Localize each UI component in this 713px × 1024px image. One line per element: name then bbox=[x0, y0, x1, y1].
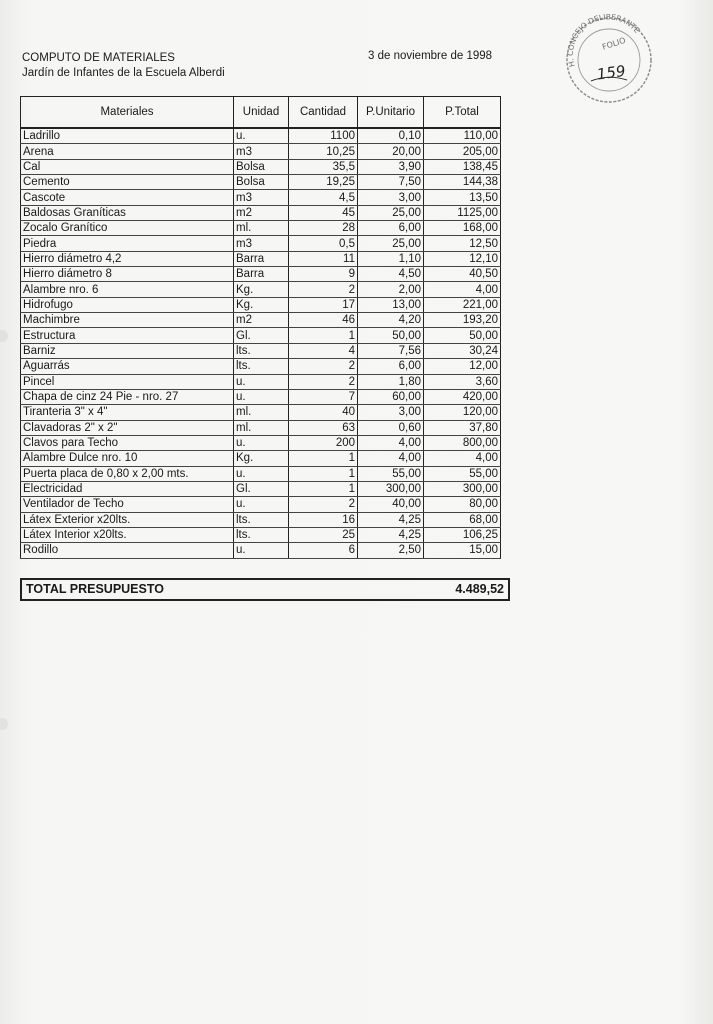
table-row bbox=[21, 451, 501, 466]
cell-cantidad: 1 bbox=[289, 328, 358, 343]
cell-cantidad: 200 bbox=[289, 435, 358, 450]
table-row bbox=[21, 282, 501, 297]
cell-material: Machimbre bbox=[21, 313, 234, 328]
folio-stamp bbox=[563, 14, 655, 106]
cell-material: Aguarrás bbox=[21, 359, 234, 374]
cell-p-unitario: 6,00 bbox=[358, 359, 424, 374]
table-row bbox=[21, 405, 501, 420]
total-label: TOTAL PRESUPUESTO bbox=[26, 582, 164, 596]
cell-material: Zocalo Granítico bbox=[21, 221, 234, 236]
column-header-materiales: Materiales bbox=[21, 97, 234, 129]
cell-p-unitario: 3,00 bbox=[358, 190, 424, 205]
cell-cantidad: 4,5 bbox=[289, 190, 358, 205]
cell-unidad: m2 bbox=[234, 313, 289, 328]
materials-table-body bbox=[21, 128, 501, 558]
cell-p-total: 80,00 bbox=[424, 497, 501, 512]
cell-unidad: m3 bbox=[234, 190, 289, 205]
cell-p-total: 12,10 bbox=[424, 251, 501, 266]
cell-material: Látex Interior x20lts. bbox=[21, 527, 234, 542]
table-row bbox=[21, 175, 501, 190]
cell-p-unitario: 3,90 bbox=[358, 159, 424, 174]
cell-p-unitario: 40,00 bbox=[358, 497, 424, 512]
cell-p-unitario: 4,00 bbox=[358, 435, 424, 450]
table-row bbox=[21, 389, 501, 404]
cell-p-total: 120,00 bbox=[424, 405, 501, 420]
table-row bbox=[21, 527, 501, 542]
cell-cantidad: 0,5 bbox=[289, 236, 358, 251]
cell-material: Baldosas Graníticas bbox=[21, 205, 234, 220]
table-row bbox=[21, 313, 501, 328]
column-header-unidad: Unidad bbox=[234, 97, 289, 129]
column-header-p-total: P.Total bbox=[424, 97, 501, 129]
cell-material: Alambre nro. 6 bbox=[21, 282, 234, 297]
cell-unidad: m3 bbox=[234, 144, 289, 159]
cell-cantidad: 2 bbox=[289, 497, 358, 512]
cell-p-total: 420,00 bbox=[424, 389, 501, 404]
table-row bbox=[21, 512, 501, 527]
cell-unidad: lts. bbox=[234, 512, 289, 527]
table-row bbox=[21, 420, 501, 435]
table-row bbox=[21, 267, 501, 282]
cell-material: Pincel bbox=[21, 374, 234, 389]
cell-material: Estructura bbox=[21, 328, 234, 343]
cell-p-unitario: 3,00 bbox=[358, 405, 424, 420]
cell-p-unitario: 4,00 bbox=[358, 451, 424, 466]
table-row bbox=[21, 190, 501, 205]
cell-p-total: 205,00 bbox=[424, 144, 501, 159]
cell-cantidad: 9 bbox=[289, 267, 358, 282]
cell-material: Clavos para Techo bbox=[21, 435, 234, 450]
cell-p-unitario: 7,50 bbox=[358, 175, 424, 190]
cell-cantidad: 28 bbox=[289, 221, 358, 236]
cell-unidad: Gl. bbox=[234, 481, 289, 496]
cell-unidad: Bolsa bbox=[234, 175, 289, 190]
cell-cantidad: 17 bbox=[289, 297, 358, 312]
cell-p-total: 30,24 bbox=[424, 343, 501, 358]
document-subtitle: Jardín de Infantes de la Escuela Alberdi bbox=[22, 67, 225, 79]
table-row bbox=[21, 374, 501, 389]
cell-p-total: 4,00 bbox=[424, 282, 501, 297]
cell-material: Látex Exterior x20lts. bbox=[21, 512, 234, 527]
cell-cantidad: 7 bbox=[289, 389, 358, 404]
cell-p-unitario: 2,00 bbox=[358, 282, 424, 297]
binder-hole bbox=[0, 718, 8, 730]
cell-material: Puerta placa de 0,80 x 2,00 mts. bbox=[21, 466, 234, 481]
cell-unidad: u. bbox=[234, 466, 289, 481]
cell-p-total: 800,00 bbox=[424, 435, 501, 450]
column-header-p-unitario: P.Unitario bbox=[358, 97, 424, 129]
cell-unidad: Bolsa bbox=[234, 159, 289, 174]
stamp-handwritten-number: 159 bbox=[595, 61, 627, 84]
cell-cantidad: 25 bbox=[289, 527, 358, 542]
cell-p-total: 1125,00 bbox=[424, 205, 501, 220]
cell-p-unitario: 300,00 bbox=[358, 481, 424, 496]
cell-p-total: 106,25 bbox=[424, 527, 501, 542]
cell-p-total: 300,00 bbox=[424, 481, 501, 496]
table-row bbox=[21, 543, 501, 558]
cell-cantidad: 11 bbox=[289, 251, 358, 266]
cell-p-unitario: 6,00 bbox=[358, 221, 424, 236]
cell-material: Barniz bbox=[21, 343, 234, 358]
cell-p-unitario: 7,56 bbox=[358, 343, 424, 358]
total-budget-box bbox=[20, 578, 510, 601]
cell-unidad: lts. bbox=[234, 359, 289, 374]
cell-cantidad: 16 bbox=[289, 512, 358, 527]
cell-p-total: 37,80 bbox=[424, 420, 501, 435]
cell-unidad: Barra bbox=[234, 267, 289, 282]
cell-p-total: 15,00 bbox=[424, 543, 501, 558]
stamp-label: FOLIO bbox=[601, 35, 627, 52]
table-row bbox=[21, 343, 501, 358]
cell-unidad: ml. bbox=[234, 405, 289, 420]
table-row bbox=[21, 435, 501, 450]
cell-cantidad: 10,25 bbox=[289, 144, 358, 159]
table-row bbox=[21, 359, 501, 374]
cell-unidad: u. bbox=[234, 435, 289, 450]
cell-unidad: Barra bbox=[234, 251, 289, 266]
table-row bbox=[21, 481, 501, 496]
cell-p-unitario: 55,00 bbox=[358, 466, 424, 481]
cell-cantidad: 2 bbox=[289, 282, 358, 297]
table-row bbox=[21, 466, 501, 481]
cell-p-total: 68,00 bbox=[424, 512, 501, 527]
cell-p-unitario: 2,50 bbox=[358, 543, 424, 558]
column-header-cantidad: Cantidad bbox=[289, 97, 358, 129]
table-row bbox=[21, 128, 501, 144]
cell-cantidad: 1 bbox=[289, 451, 358, 466]
cell-cantidad: 19,25 bbox=[289, 175, 358, 190]
cell-unidad: u. bbox=[234, 374, 289, 389]
table-row bbox=[21, 236, 501, 251]
cell-material: Hierro diámetro 8 bbox=[21, 267, 234, 282]
cell-p-total: 138,45 bbox=[424, 159, 501, 174]
materials-table bbox=[20, 96, 501, 559]
cell-unidad: Kg. bbox=[234, 451, 289, 466]
cell-p-unitario: 1,10 bbox=[358, 251, 424, 266]
cell-material: Cascote bbox=[21, 190, 234, 205]
cell-unidad: ml. bbox=[234, 221, 289, 236]
cell-p-total: 4,00 bbox=[424, 451, 501, 466]
cell-unidad: m2 bbox=[234, 205, 289, 220]
cell-cantidad: 6 bbox=[289, 543, 358, 558]
cell-cantidad: 4 bbox=[289, 343, 358, 358]
cell-unidad: Gl. bbox=[234, 328, 289, 343]
cell-material: Piedra bbox=[21, 236, 234, 251]
cell-p-unitario: 25,00 bbox=[358, 205, 424, 220]
cell-unidad: ml. bbox=[234, 420, 289, 435]
cell-p-total: 12,00 bbox=[424, 359, 501, 374]
table-header-row bbox=[21, 97, 501, 129]
cell-cantidad: 1 bbox=[289, 481, 358, 496]
table-row bbox=[21, 221, 501, 236]
cell-material: Hierro diámetro 4,2 bbox=[21, 251, 234, 266]
cell-cantidad: 35,5 bbox=[289, 159, 358, 174]
table-row bbox=[21, 159, 501, 174]
cell-material: Ventilador de Techo bbox=[21, 497, 234, 512]
cell-material: Ladrillo bbox=[21, 128, 234, 144]
cell-p-total: 50,00 bbox=[424, 328, 501, 343]
cell-cantidad: 2 bbox=[289, 374, 358, 389]
cell-p-unitario: 20,00 bbox=[358, 144, 424, 159]
cell-p-unitario: 4,25 bbox=[358, 527, 424, 542]
cell-p-total: 144,38 bbox=[424, 175, 501, 190]
cell-unidad: Kg. bbox=[234, 297, 289, 312]
cell-p-total: 110,00 bbox=[424, 128, 501, 144]
cell-p-unitario: 13,00 bbox=[358, 297, 424, 312]
cell-unidad: u. bbox=[234, 497, 289, 512]
cell-unidad: u. bbox=[234, 389, 289, 404]
table-row bbox=[21, 205, 501, 220]
cell-material: Cal bbox=[21, 159, 234, 174]
cell-material: Clavadoras 2" x 2" bbox=[21, 420, 234, 435]
cell-material: Arena bbox=[21, 144, 234, 159]
cell-p-unitario: 4,50 bbox=[358, 267, 424, 282]
cell-cantidad: 1 bbox=[289, 466, 358, 481]
cell-material: Alambre Dulce nro. 10 bbox=[21, 451, 234, 466]
document-title: COMPUTO DE MATERIALES bbox=[22, 52, 175, 64]
stamp-ring-text: H. CONCEJO DELIBERANTE bbox=[565, 14, 642, 68]
cell-p-unitario: 4,25 bbox=[358, 512, 424, 527]
binder-hole bbox=[0, 330, 8, 342]
table-row bbox=[21, 297, 501, 312]
cell-cantidad: 45 bbox=[289, 205, 358, 220]
cell-material: Rodillo bbox=[21, 543, 234, 558]
cell-cantidad: 46 bbox=[289, 313, 358, 328]
cell-p-total: 193,20 bbox=[424, 313, 501, 328]
cell-p-total: 168,00 bbox=[424, 221, 501, 236]
table-row bbox=[21, 144, 501, 159]
cell-material: Cemento bbox=[21, 175, 234, 190]
cell-unidad: u. bbox=[234, 128, 289, 144]
document-date: 3 de noviembre de 1998 bbox=[368, 50, 493, 62]
cell-material: Chapa de cinz 24 Pie - nro. 27 bbox=[21, 389, 234, 404]
cell-cantidad: 40 bbox=[289, 405, 358, 420]
cell-p-unitario: 1,80 bbox=[358, 374, 424, 389]
cell-material: Hidrofugo bbox=[21, 297, 234, 312]
cell-p-unitario: 25,00 bbox=[358, 236, 424, 251]
cell-unidad: lts. bbox=[234, 527, 289, 542]
cell-p-unitario: 4,20 bbox=[358, 313, 424, 328]
cell-p-total: 221,00 bbox=[424, 297, 501, 312]
cell-unidad: u. bbox=[234, 543, 289, 558]
cell-p-unitario: 0,10 bbox=[358, 128, 424, 144]
cell-unidad: Kg. bbox=[234, 282, 289, 297]
cell-cantidad: 2 bbox=[289, 359, 358, 374]
cell-p-unitario: 50,00 bbox=[358, 328, 424, 343]
total-value: 4.489,52 bbox=[455, 582, 504, 596]
cell-p-total: 12,50 bbox=[424, 236, 501, 251]
cell-cantidad: 63 bbox=[289, 420, 358, 435]
table-row bbox=[21, 328, 501, 343]
table-row bbox=[21, 497, 501, 512]
cell-p-unitario: 0,60 bbox=[358, 420, 424, 435]
cell-cantidad: 1100 bbox=[289, 128, 358, 144]
cell-unidad: lts. bbox=[234, 343, 289, 358]
document-header bbox=[22, 51, 225, 81]
cell-material: Electricidad bbox=[21, 481, 234, 496]
cell-p-total: 3,60 bbox=[424, 374, 501, 389]
cell-p-total: 55,00 bbox=[424, 466, 501, 481]
cell-unidad: m3 bbox=[234, 236, 289, 251]
cell-p-unitario: 60,00 bbox=[358, 389, 424, 404]
cell-p-total: 13,50 bbox=[424, 190, 501, 205]
cell-p-total: 40,50 bbox=[424, 267, 501, 282]
table-row bbox=[21, 251, 501, 266]
cell-material: Tiranteria 3" x 4" bbox=[21, 405, 234, 420]
